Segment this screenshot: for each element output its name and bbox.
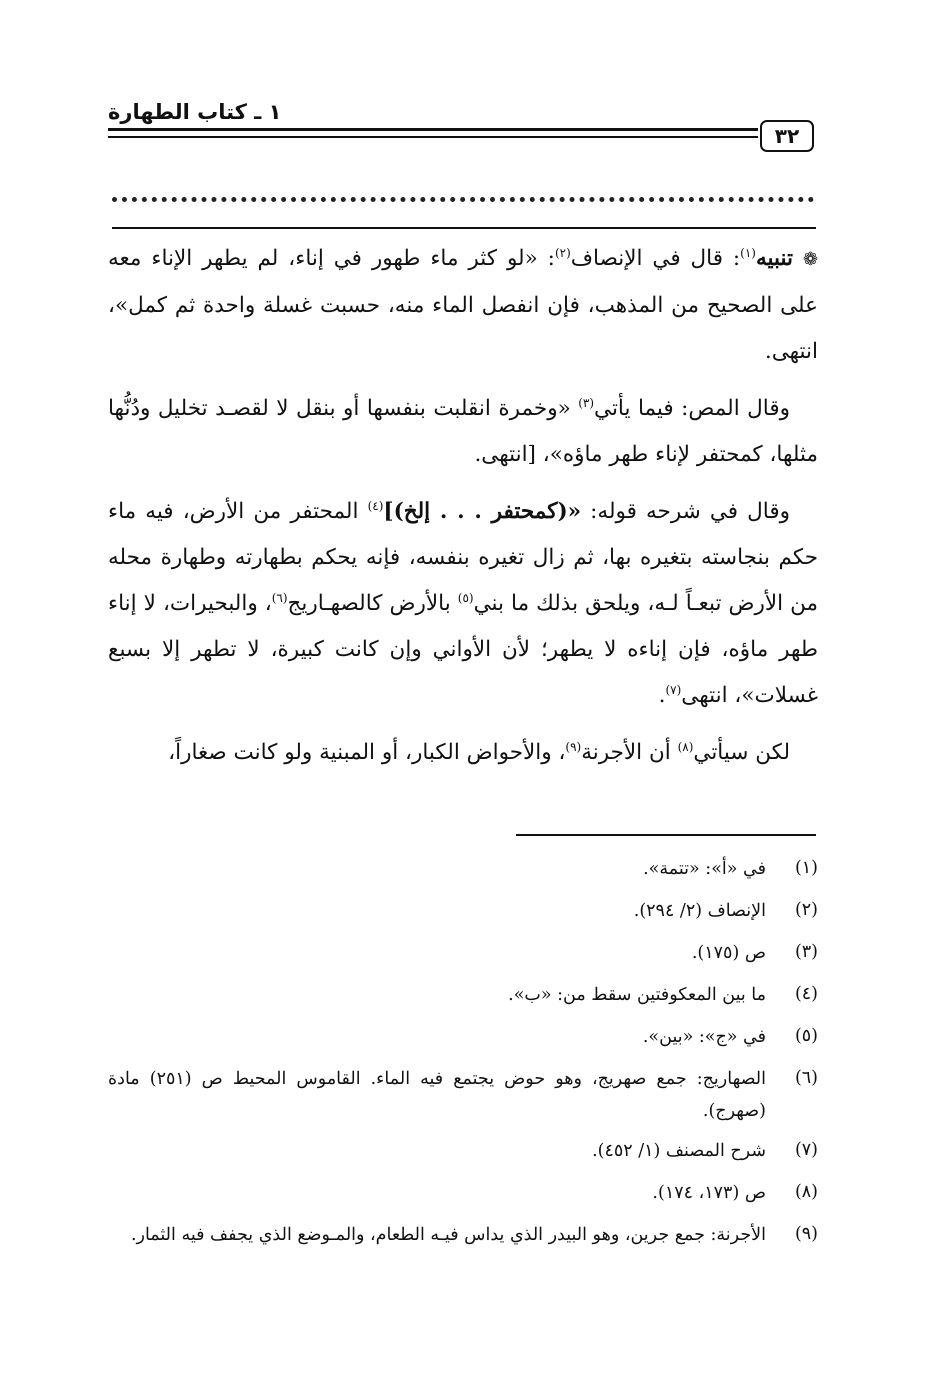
footnote-marker[interactable]: (١) [740,245,756,260]
footnote-item [108,934,818,971]
footnote-item [108,850,818,887]
paragraph-text: : «لو كثر ماء طهور في إناء، لم يطهر الإناء معه على الصحيح من المذهب، فإن انفصل الماء منه، حسبت غسلة واحدة ثم كمل»، انتهى. [108,246,818,364]
paragraph-1 [108,236,818,375]
footnote-item [108,1174,818,1211]
footnote-item [108,1132,818,1169]
footnote-text: الأجرنة: جمع جرين، وهو البيدر الذي يداس فيـه الطعام، والمـوضع الذي يجفف فيه الثمار. [130,1225,766,1245]
footnote-text: ما بين المعكوفتين سقط من: «ب». [508,985,766,1005]
footnote-number: (٧) [794,1140,818,1160]
footnote-marker[interactable]: (٣) [578,395,595,410]
footnote-rule [516,834,816,836]
paragraph-text: المحتفر من الأرض، فيه ماء حكم بنجاسته بتغيره بها، ثم زال تغيره بنفسه، فإنه يحكم بطهارته وطهارة محله من الأرض تبعـاً لـه، ويلحق بذلك ما بني [108,499,819,616]
flower-star-icon: ❁ [802,249,818,270]
paragraph-text: وقال في شرحه قوله: [581,499,790,524]
footnote-number: (٦) [794,1068,818,1088]
footnote-item [108,892,818,929]
footnote-marker[interactable]: (٧) [665,682,682,697]
note-lead: تنبيه [755,246,793,271]
header-rule-thick [108,128,758,131]
running-title: ١ ـ كتاب الطهارة [108,100,282,124]
footnote-text: ص (١٧٣، ١٧٤). [652,1183,766,1203]
paragraph-text: بالأرض كالصهـاريج [287,591,458,616]
paragraph-text: وقال المص: فيما يأتي [594,396,790,421]
footnote-marker[interactable]: (٨) [677,739,694,754]
footnotes [108,850,818,1258]
paragraph-text: ، والبحيرات، لا إناء طهر ماؤه، فإن إناءه لا يطهر؛ لأن الأواني وإن كانت كبيرة، لا تطهر إلا بسبع غسلات»، انتهى [108,591,818,708]
footnote-number: (٢) [794,900,818,920]
footnote-number: (٤) [794,984,818,1004]
paragraph-3 [108,489,818,719]
footnote-item [108,1060,818,1127]
footnote-marker[interactable]: (٥) [457,590,474,605]
footnote-number: (٨) [794,1182,818,1202]
paragraph-text: : قال في الإنصاف [570,246,741,271]
paragraph-4 [108,730,818,776]
paragraph-2 [108,386,818,478]
paragraph-text: «وخمرة انقلبت بنفسها أو بنقل لا لقصـد تخليل ودُنُّها مثلها، كمحتفر لإناء طهر ماؤه»، [انتهى. [108,396,818,467]
main-text [108,236,818,787]
footnote-marker[interactable]: (٦) [271,590,288,605]
page-number: ٣٢ [760,120,814,152]
footnote-number: (٩) [794,1224,818,1244]
footnote-item [108,1216,818,1253]
footnote-marker[interactable]: (٩) [565,739,582,754]
footnote-marker[interactable]: (٤) [367,498,384,513]
paragraph-text: ، والأحواض الكبار، أو المبنية ولو كانت صغاراً، [168,740,566,765]
footnote-text: في «أ»: «تتمة». [643,859,766,879]
footnote-marker[interactable]: (٢) [554,245,571,260]
header-rule-thin [108,136,758,138]
paragraph-text: أن الأجرنة [581,740,678,765]
footnote-text: الصهاريج: جمع صهريج، وهو حوض يجتمع فيه الماء. القاموس المحيط ص (٢٥١) مادة (صهرج). [108,1069,767,1121]
text-top-rule [112,227,816,229]
footnote-text: الإنصاف (٢/ ٢٩٤). [633,901,766,921]
paragraph-text: . [658,683,666,708]
footnote-item [108,976,818,1013]
quoted-lemma: «(كمحتفر . . . إلخ)] [383,499,582,524]
footnote-number: (٥) [794,1026,818,1046]
footnote-number: (٣) [794,942,818,962]
dotted-separator [112,184,814,202]
footnote-text: ص (١٧٥). [691,943,766,963]
footnote-number: (١) [794,858,818,878]
footnote-item [108,1018,818,1055]
footnote-text: في «ج»: «بين». [642,1027,766,1047]
paragraph-text: لكن سيأتي [693,740,790,765]
footnote-text: شرح المصنف (١/ ٤٥٢). [592,1141,766,1161]
